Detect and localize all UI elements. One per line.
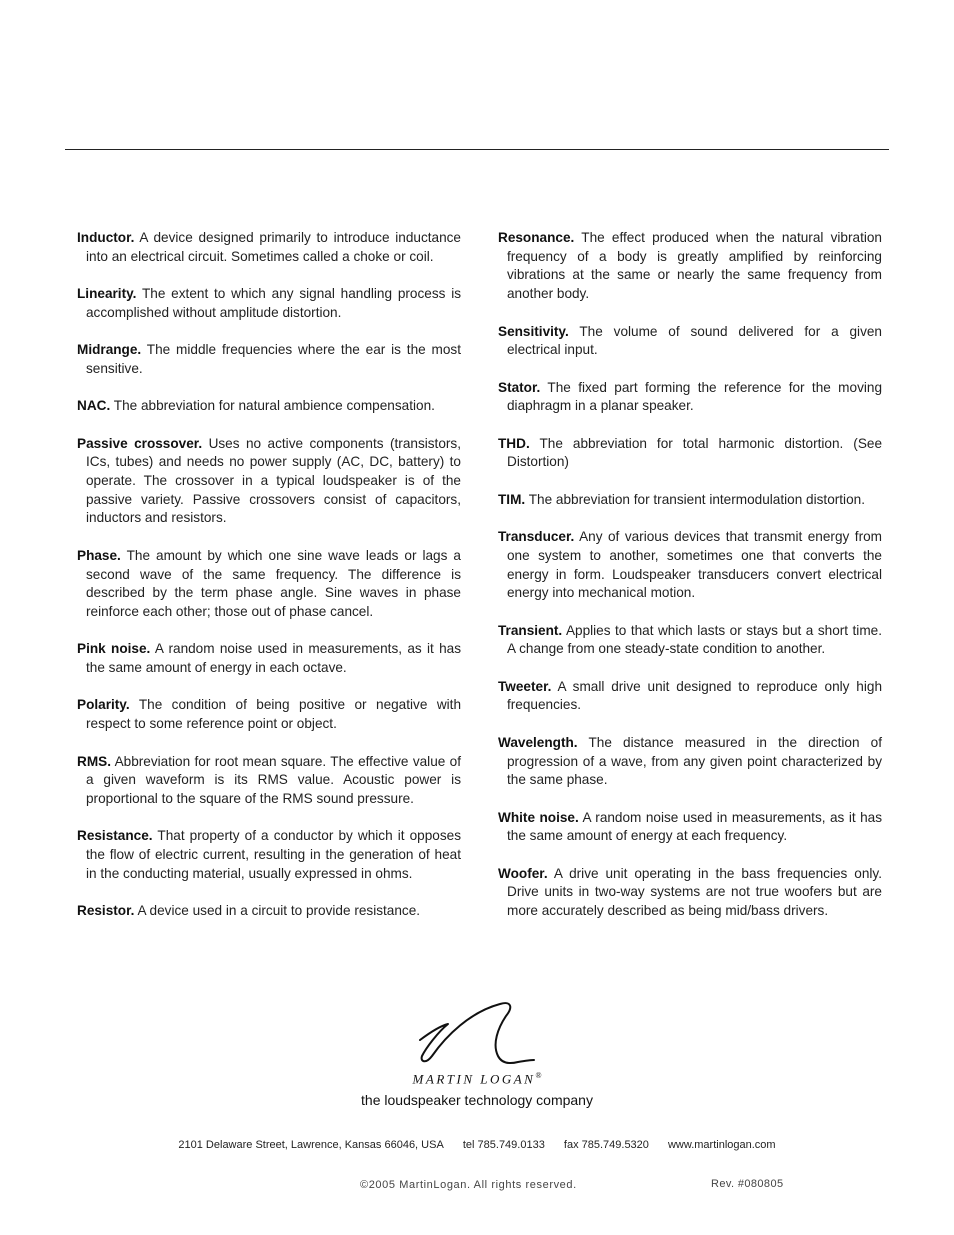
glossary-definition: The effect produced when the natural vibration frequency of a body is greatly amplified by reinforcing vibrations at the same or nearly the same frequency from another body. xyxy=(507,230,882,302)
glossary-term: Sensitivity. xyxy=(498,323,569,339)
glossary-definition: The middle frequencies where the ear is the most sensitive. xyxy=(86,342,461,376)
glossary-entry xyxy=(77,229,461,266)
glossary-term: NAC. xyxy=(77,398,111,414)
glossary-term: Transient. xyxy=(498,622,563,638)
glossary-entry xyxy=(498,435,882,472)
glossary-definition: A small drive unit designed to reproduce only high frequencies. xyxy=(507,678,882,713)
glossary-entry xyxy=(498,734,882,790)
glossary-entry xyxy=(498,379,882,416)
glossary-entry xyxy=(498,528,882,603)
glossary-definition: That property of a conductor by which it opposes the flow of electric current, resulting in the generation of heat in the conducting material, usually expressed in ohms. xyxy=(86,828,462,881)
fax: fax 785.749.5320 xyxy=(563,1139,649,1151)
glossary-entry xyxy=(77,285,461,322)
glossary-entry xyxy=(77,341,461,378)
glossary-entry xyxy=(77,753,461,809)
glossary-term: Resistor. xyxy=(77,903,135,919)
glossary-definition: Applies to that which lasts or stays but a short time. A change from one steady-state condition to another. xyxy=(507,622,882,657)
glossary-term: Pink noise. xyxy=(77,641,151,657)
address: 2101 Delaware Street, Lawrence, Kansas 66046, USA xyxy=(178,1139,444,1151)
glossary-term: RMS. xyxy=(77,753,111,769)
glossary-term: Phase. xyxy=(77,547,121,563)
glossary-term: Transducer. xyxy=(498,529,575,545)
glossary-term: TIM. xyxy=(498,491,526,507)
glossary-entry xyxy=(498,678,882,715)
glossary-term: Resistance. xyxy=(77,828,153,844)
glossary-definition: A random noise used in measurements, as it has the same amount of energy in each octave. xyxy=(86,641,462,676)
glossary-entry xyxy=(498,809,882,846)
glossary-right-column xyxy=(498,229,882,940)
revision-number: Rev. #080805 xyxy=(711,1178,784,1190)
glossary-term: Inductor. xyxy=(77,230,135,245)
glossary-term: White noise. xyxy=(498,809,579,825)
glossary-entry xyxy=(77,902,461,921)
glossary-definition: The volume of sound delivered for a given electrical input. xyxy=(507,323,882,358)
glossary-entry xyxy=(498,865,882,921)
glossary-definition: Uses no active components (transistors, ICs, tubes) and needs no power supply (AC, DC, battery) to operate. The crossover in a typical loudspeaker is of the passive variety. Passive crossovers consist of capacitors, inductors and resistors. xyxy=(86,435,461,526)
glossary-term: Tweeter. xyxy=(498,678,552,694)
glossary-entry xyxy=(77,547,461,622)
glossary-entry xyxy=(77,435,461,529)
glossary-entry xyxy=(77,397,461,416)
glossary-term: Wavelength. xyxy=(498,734,578,750)
glossary-definition: The abbreviation for natural ambience compensation. xyxy=(113,398,435,414)
glossary-term: Woofer. xyxy=(498,865,548,881)
glossary-definition: A device designed primarily to introduce inductance into an electrical circuit. Sometimes called a choke or coil. xyxy=(86,230,461,264)
glossary-term: Stator. xyxy=(498,379,541,395)
glossary-term: Passive crossover. xyxy=(77,435,203,451)
glossary-definition: The abbreviation for total harmonic distortion. (See Distortion) xyxy=(507,435,883,470)
glossary-term: Midrange. xyxy=(77,342,142,358)
glossary-definition: The fixed part forming the reference for the moving diaphragm in a planar speaker. xyxy=(507,379,883,414)
glossary-entry xyxy=(498,622,882,659)
glossary-term: Resonance. xyxy=(498,230,575,245)
header-rule xyxy=(65,149,889,150)
glossary-definition: Abbreviation for root mean square. The effective value of a given waveform is its RMS value. Acoustic power is proportional to the square of the RMS sound pressure. xyxy=(86,753,461,806)
glossary-entry xyxy=(498,229,882,304)
glossary-definition: The condition of being positive or negative with respect to some reference point or object. xyxy=(86,697,462,732)
glossary-definition: A random noise used in measurements, as it has the same amount of energy at each frequency. xyxy=(507,809,883,844)
glossary-definition: A drive unit operating in the bass frequencies only. Drive units in two-way systems are not true woofers but are more accurately described as being mid/bass drivers. xyxy=(507,865,882,919)
glossary-definition: The abbreviation for transient intermodulation distortion. xyxy=(528,491,865,507)
glossary-entry xyxy=(498,323,882,360)
glossary-definition: The distance measured in the direction of progression of a wave, from any given point characterized by the same phase. xyxy=(507,734,882,788)
copyright-notice: ©2005 MartinLogan. All rights reserved. xyxy=(360,1179,577,1191)
martinlogan-logo-icon xyxy=(418,996,536,1068)
glossary-definition: The extent to which any signal handling process is accomplished without amplitude distortion. xyxy=(86,286,462,320)
glossary-entry xyxy=(77,640,461,677)
tagline: the loudspeaker technology company xyxy=(361,1092,593,1108)
glossary-left-column xyxy=(77,229,461,940)
glossary-definition: Any of various devices that transmit energy from one system to another, sometimes one that converts the energy in form. Loudspeaker transducers convert electrical energy into mechanical motion. xyxy=(507,529,882,601)
glossary-term: Linearity. xyxy=(77,286,137,302)
telephone: tel 785.749.0133 xyxy=(462,1139,545,1151)
glossary-entry xyxy=(77,827,461,883)
glossary-entry xyxy=(498,491,882,510)
website-link[interactable]: www.martinlogan.com xyxy=(667,1139,776,1151)
contact-line xyxy=(0,1139,954,1151)
brand-name: MARTIN LOGAN xyxy=(412,1071,536,1087)
glossary-term: THD. xyxy=(498,435,530,451)
glossary-entry xyxy=(77,696,461,733)
glossary-definition: A device used in a circuit to provide resistance. xyxy=(137,903,421,919)
registered-mark: ® xyxy=(535,1071,542,1080)
glossary-definition: The amount by which one sine wave leads or lags a second wave of the same frequency. The difference is described by the term phase angle. Sine waves in phase reinforce each other; those out of phase cancel. xyxy=(86,547,461,619)
brand-wordmark xyxy=(0,1071,954,1087)
glossary-term: Polarity. xyxy=(77,697,130,713)
